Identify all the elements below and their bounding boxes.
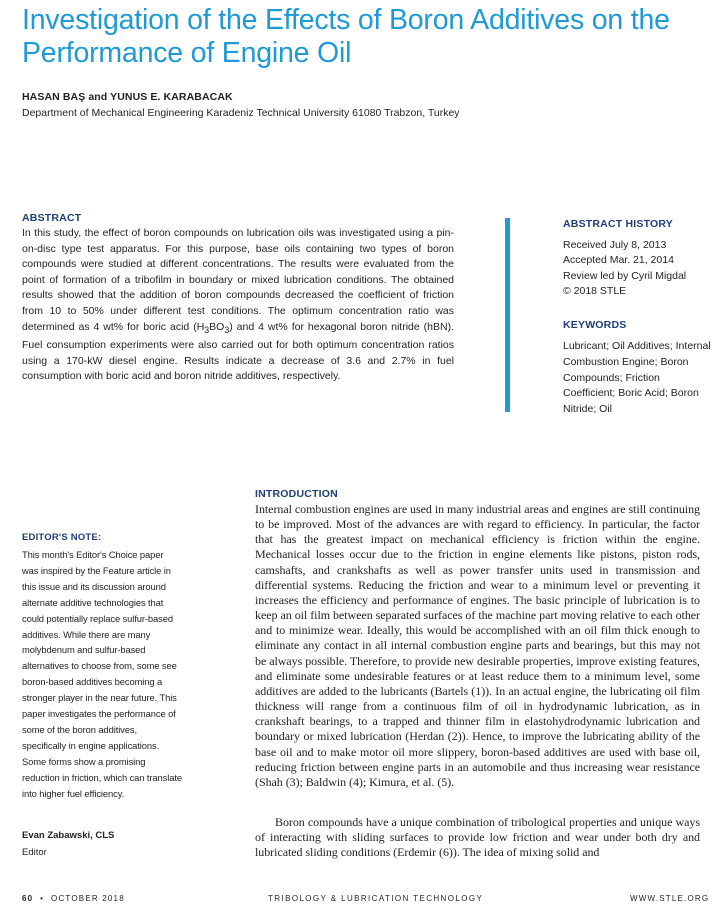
journal-name: TRIBOLOGY & LUBRICATION TECHNOLOGY (268, 894, 484, 903)
affiliation: Department of Mechanical Engineering Karadeniz Technical University 61080 Trabzon, Turkey (22, 107, 460, 119)
article-title: Investigation of the Effects of Boron Additives on the Performance of Engine Oil (22, 4, 670, 69)
introduction-heading: INTRODUCTION (255, 488, 338, 500)
editors-note-text: This month's Editor's Choice paper was inspired by the Feature article in this issue and its discussion around alternate additive technologies that could potentially replace sulfur-based additives. While there are many molybdenum and sulfur-based alternatives to choose from, some see boron-based additives becoming a stronger player in the near future. This paper investigates the performance of some of the boron additives, specifically in engine applications. Some forms show a promising reduction in friction, which can translate into higher fuel efficiency. (22, 549, 182, 799)
issue-date: OCTOBER 2018 (51, 894, 125, 903)
abstract-text-part-3: ) and 4 wt% for hexagonal boron nitride (hBN). Fuel consumption experiments were also carried out for both optimum concentration ratios using a 170-kW diesel engine. Results indicate a decrease of 3.6 and 2.7% in fuel consumption with boric acid and boron nitride additives, respectively. (22, 320, 454, 383)
abstract-text-part-2: BO (209, 320, 225, 333)
accepted-date: Accepted Mar. 21, 2014 (563, 254, 674, 267)
website-url: WWW.STLE.ORG (630, 894, 710, 903)
editor-name: Evan Zabawski, CLS (22, 830, 115, 841)
received-date: Received July 8, 2013 (563, 239, 667, 251)
editor-role: Editor (22, 847, 47, 858)
abstract-heading: ABSTRACT (22, 212, 82, 224)
abstract-history (563, 238, 686, 300)
copyright: © 2018 STLE (563, 285, 627, 298)
introduction-paragraph-2: Boron compounds have a unique combination of tribological properties and unique ways of interacting with sliding surfaces to provide low friction and wear under both dry and lubricated sliding conditions (Erdemir (6)). The idea of mixing solid and (255, 815, 700, 860)
keywords-list: Lubricant; Oil Additives; Internal Combustion Engine; Boron Compounds; Friction Coefficient; Boric Acid; Boron Nitride; Oil (563, 340, 711, 416)
footer-page-date: 60 • OCTOBER 2018 (22, 894, 125, 903)
authors: HASAN BAŞ and YUNUS E. KARABACAK (22, 91, 233, 103)
reviewer: Review led by Cyril Migdal (563, 269, 687, 282)
abstract-text-part-1: In this study, the effect of boron compounds on lubrication oils was investigated using a pin-on-disc type test apparatus. For this purpose, base oils containing two types of boron compounds were studied at different concentrations. The results were evaluated from the point of formation of a tribofilm in boundary or mixed lubrication conditions. The obtained results showed that the addition of boron compounds decreased the coefficient of friction from 10 to 50% under different test conditions. The optimum concentration ratio was determined as 4 wt% for boric acid (H (22, 227, 454, 333)
abstract-history-heading: ABSTRACT HISTORY (563, 218, 673, 230)
introduction-paragraph-1: Internal combustion engines are used in many industrial areas and engines are still continuing to be improved. Most of the advances are with regard to efficiency. In particular, the factor that has the greatest impact on mechanical efficiency is friction within the engine. Mechanical losses occur due to the friction in engine elements like pistons, piston rods, camshafts, and crankshafts as well as power transfer units used in transmission and differential systems. Reducing the friction and wear to a minimum level or preventing it increases the efficiency and performance of engines. The basic principle of lubrication is to keep an oil film between separated surfaces of the machine part moving relative to each other and to minimize wear. Ideally, this would be accomplished with an oil film thick enough to eliminate any contact in all internal combustion engine parts and bearings, but this may not be always possible. Therefore, to provide new desirable properties, improve existing features, and eliminate some undesirable features or at least reduce them to a minimum level, some additives are added to the lubricants (Bartels (1)). In an actual engine, the lubricating oil film thickness will range from a continuous film of oil in hydrodynamic lubrication, as in crankshaft bearings, to a trapped and thinner film in elastohydrodynamic lubrication and boundary or mixed lubrication (Herdan (2)). Hence, to improve the lubricating ability of the base oil and to make motor oil more slippery, boron-based additives are used with base oil, reducing friction between engine parts in an automobile and thus increasing wear resistance (Shah (3); Baldwin (4); Kimura, et al. (5). (255, 502, 700, 789)
subscript-3: 3 (224, 324, 230, 335)
page-number: 60 (22, 894, 34, 903)
abstract-text (22, 226, 454, 385)
sidebar-accent-bar (505, 218, 510, 412)
editors-note-heading: EDITOR'S NOTE: (22, 532, 102, 543)
keywords-heading: KEYWORDS (563, 319, 627, 331)
subscript-3: 3 (204, 324, 210, 335)
